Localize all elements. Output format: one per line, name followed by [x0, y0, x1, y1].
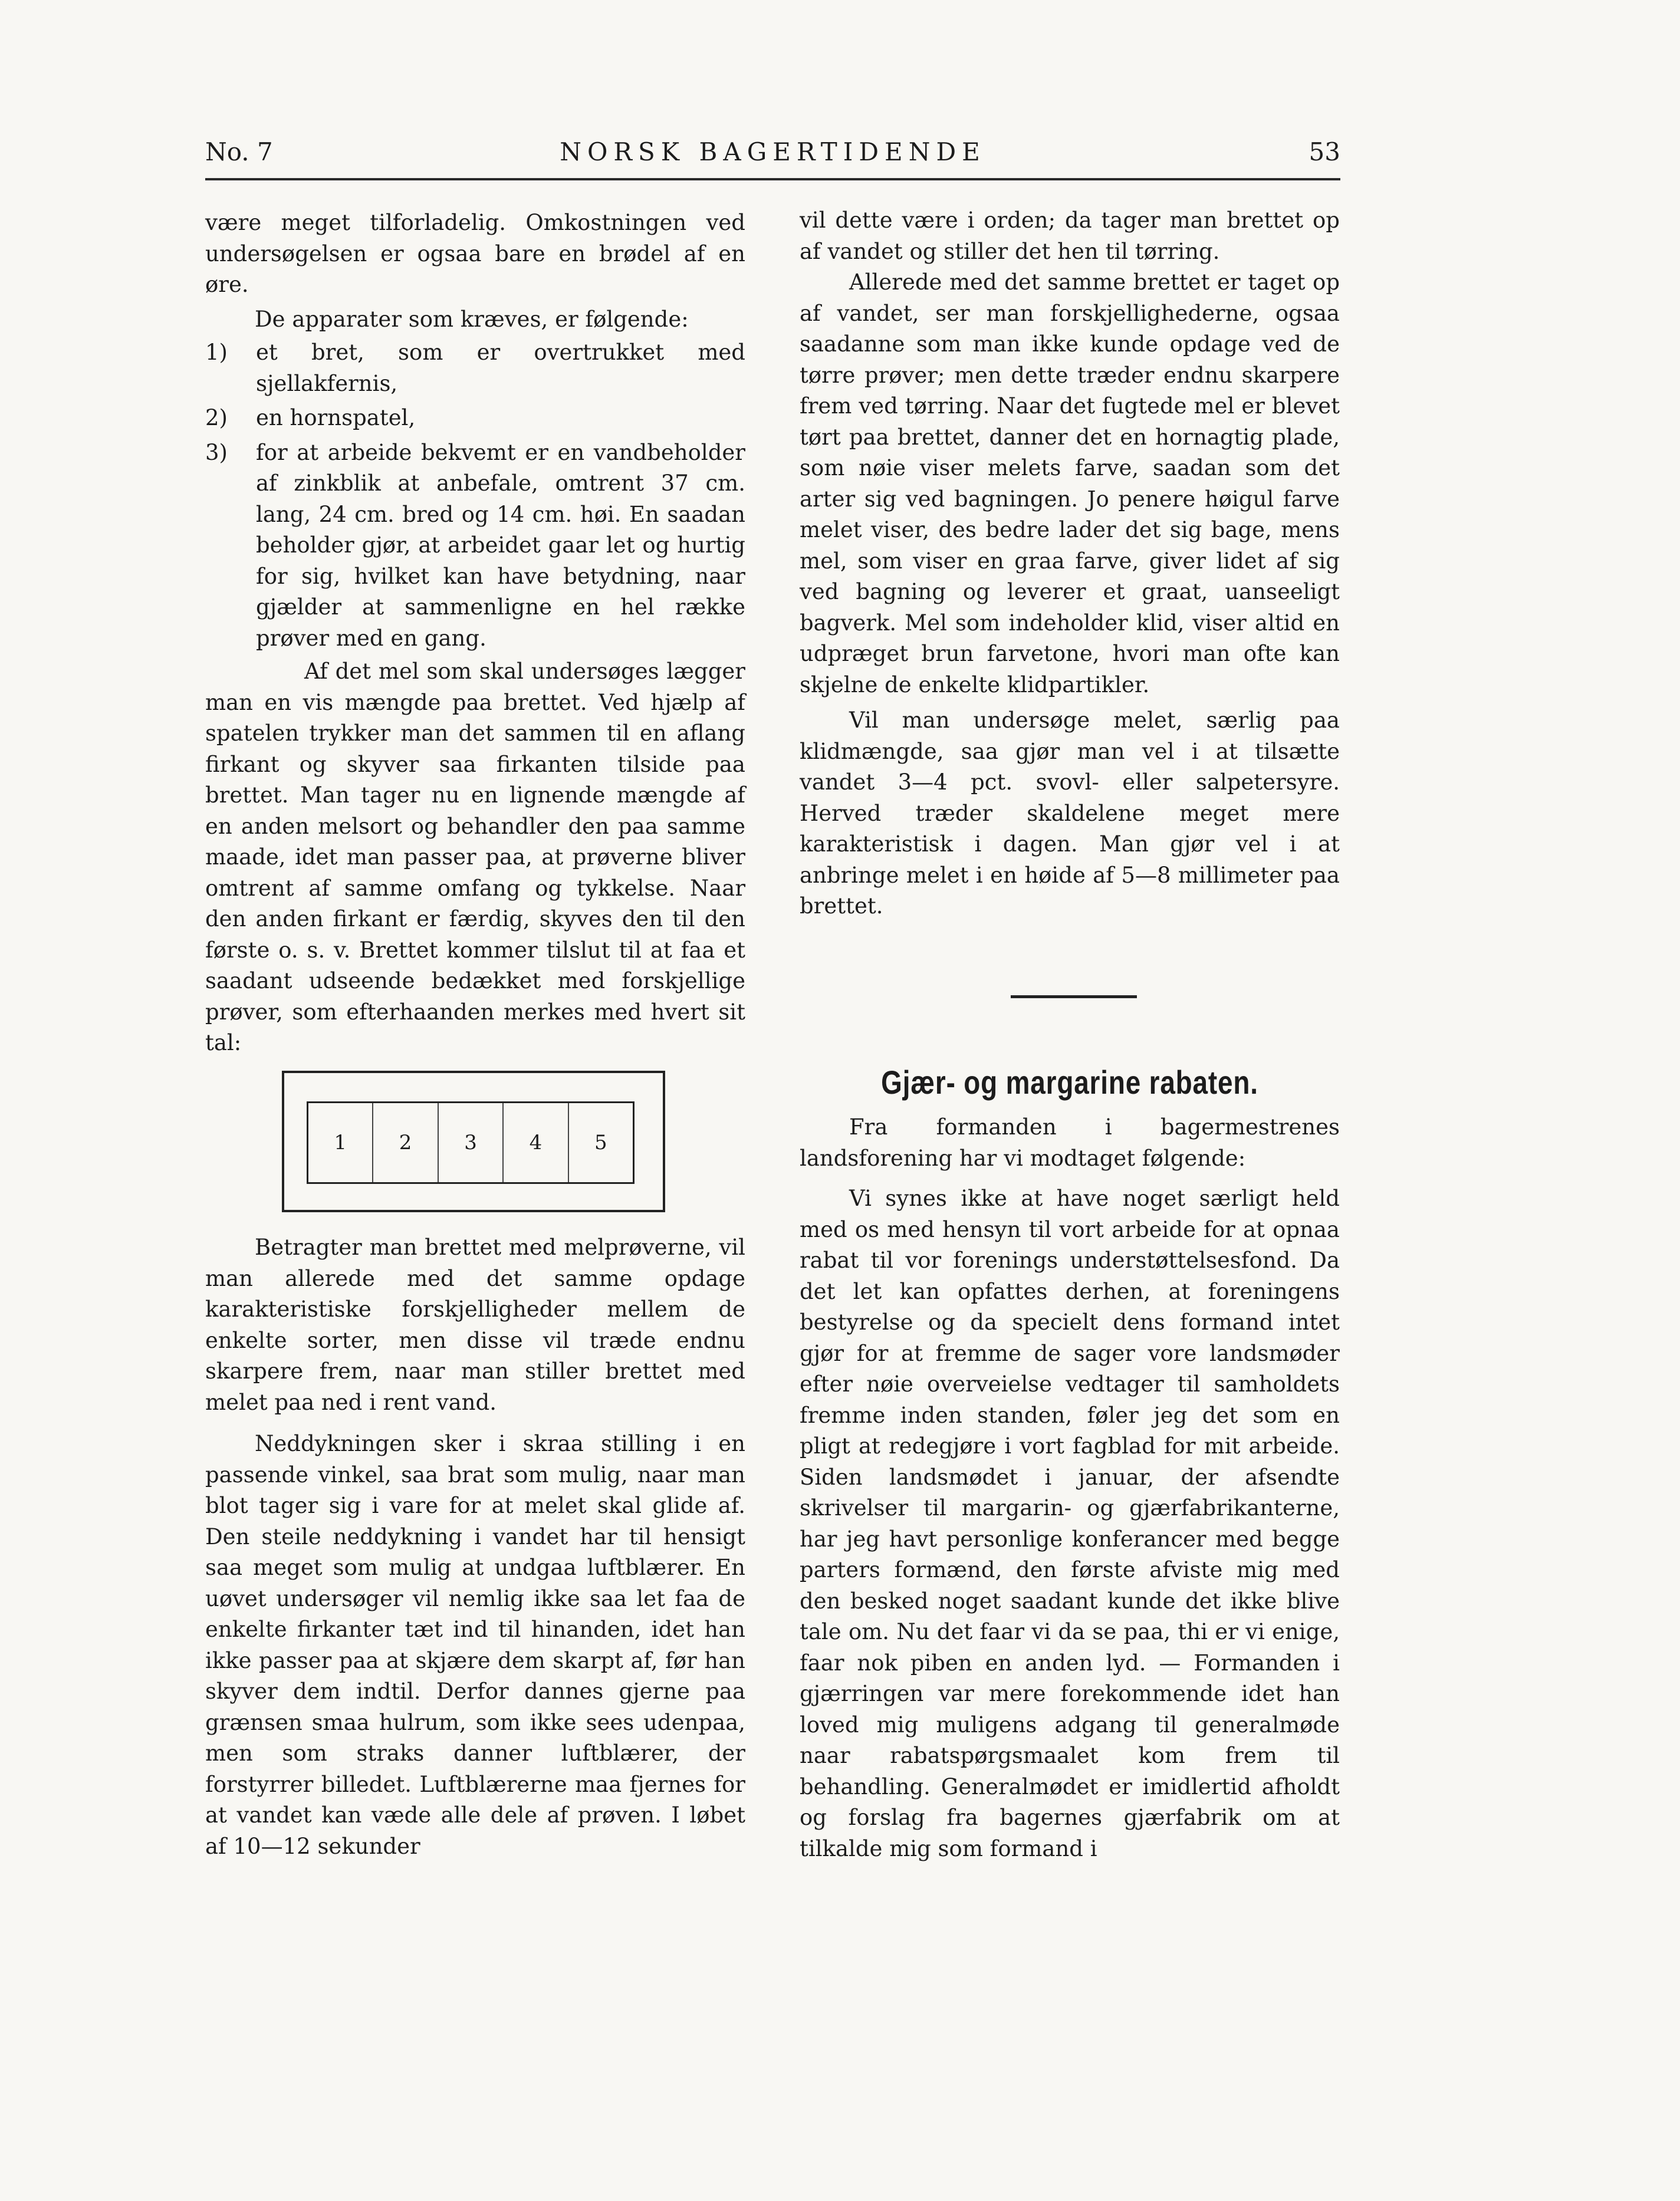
procedure-paragraph: Af det mel som skal undersøges lægger man en vis mængde paa brettet. Ved hjælp af spatelen trykker man det sammen til en aflang firkant og skyver saa firkanten tilside paa brettet. Man tager nu en lignende mængde af en anden melsort og behandler den paa samme maade, idet man passer paa, at prøverne bliver omtrent af samme omfang og tykkelse. Naar den anden firkant er færdig, skyves den til den første o. s. v. Brettet kommer tilslut til at faa et saadant udseende bedækket med forskjellige prøver, som efterhaanden merkes med hvert sit tal:: [205, 659, 745, 1055]
apparatus-item-number: 2): [205, 405, 228, 430]
continuation-paragraph: vil dette være i orden; da tager man brettet op af vandet og stiller det hen til tørring.: [800, 208, 1340, 264]
sample-cell-1: 1: [308, 1103, 373, 1182]
sample-board-figure: [282, 1071, 665, 1212]
intro-line-1: være meget tilforladelig. Omkostningen ved: [205, 210, 745, 235]
differences-paragraph: Allerede med det samme brettet er taget op af vandet, ser man forskjellighederne, ogsaa saadanne som man ikke kunde opdage ved de tørre prøver; men dette træder endnu skarpere frem ved tørring. Naar det fugtede mel er blevet tørt paa brettet, danner det en hornagtig plade, som nøie viser melets farve, saadan som det arter sig ved bagningen. Jo penere høigul farve melet viser, des bedre lader det sig bage, mens mel, som viser en graa farve, giver lidet af sig ved bagning og leverer et graat, uanseeligt bagverk. Mel som indeholder klid, viser altid en udpræget brun farvetone, hvori man ofte kan skjelne de enkelte klidpartikler.: [800, 269, 1340, 698]
apparatus-intro: De apparater som kræves, er følgende:: [255, 306, 689, 332]
apparatus-item-1: [205, 337, 745, 399]
sample-cell-5: 5: [594, 1131, 607, 1154]
sample-cell-4: 4: [504, 1103, 568, 1182]
article-column: [800, 1112, 1340, 1864]
article-body: Vi synes ikke at have noget særligt held med os med hensyn til vort arbeide for at opnaa rabat til vor forenings understøttelsesfond. Da det let kan opfattes derhen, at foreningens bestyrelse og da specielt dens formand intet gjør for at fremme de sager vore landsmøder efter nøie overveielse vedtager til samholdets fremme inden standen, føler jeg det som en pligt at redegjøre i vort fagblad for mit arbeide. Siden landsmødet i januar, der afsendte skrivelser til margarin- og gjærfabrikanterne, har jeg havt personlige konferancer med begge parters formænd, den første afviste mig med den besked noget saadant kunde det ikke blive tale om. Nu det faar vi da se paa, thi er vi enige, faar nok piben en anden lyd. — Formanden i gjærringen var mere forekommende idet han loved mig muligens adgang til generalmøde naar rabatspørgsmaalet kom frem til behandling. Generalmødet er imidlertid afholdt og forslag fra bagernes gjærfabrik om at tilkalde mig som formand i: [800, 1186, 1340, 1861]
left-column-lower: [205, 1232, 745, 1862]
intro-line-2: undersøgelsen er ogsaa bare en brødel af en øre.: [205, 241, 745, 297]
header-rule: [205, 178, 1340, 180]
section-divider: [1011, 995, 1137, 998]
sample-cell-3: 3: [439, 1103, 504, 1182]
issue-number: No. 7: [205, 137, 273, 166]
left-column: [205, 208, 745, 1059]
page-number: 53: [1309, 137, 1340, 166]
apparatus-item-2: [205, 403, 745, 434]
sample-cell-2: 2: [373, 1103, 438, 1182]
page-header: [205, 134, 1340, 170]
apparatus-item-number: 3): [205, 439, 228, 465]
right-column: [800, 205, 1340, 922]
observe-paragraph: Betragter man brettet med melprøverne, vil man allerede med det samme opdage karakteristiske forskjelligheder mellem de enkelte sorter, men disse vil træde endnu skarpere frem, naar man stiller brettet med melet paa ned i rent vand.: [205, 1235, 745, 1415]
apparatus-item-text: en hornspatel,: [256, 405, 416, 430]
apparatus-item-number: 1): [205, 340, 228, 365]
apparatus-item-text: et bret, som er overtrukket med sjellakfernis,: [256, 340, 745, 396]
board-inner-frame: [307, 1101, 634, 1184]
article-title: Gjær- og margarine rabaten.: [881, 1064, 1258, 1101]
immersion-paragraph: Neddykningen sker i skraa stilling i en passende vinkel, saa brat som mulig, naar man blot tager sig i vare for at melet skal glide af. Den steile neddykning i vandet har til hensigt saa meget som mulig at undgaa luftblærer. En uøvet undersøger vil nemlig ikke saa let faa de enkelte firkanter tæt ind til hinanden, idet han ikke passer paa at skjære dem skarpt af, før han skyver dem indtil. Derfor dannes gjerne paa grænsen smaa hulrum, som ikke sees udenpaa, men som straks danner luftblærer, der forstyrrer billedet. Luftblærerne maa fjernes for at vandet kan væde alle dele af prøven. I løbet af 10—12 sekunder: [205, 1431, 745, 1859]
acid-paragraph: Vil man undersøge melet, særlig paa klidmængde, saa gjør man vel i at tilsætte vandet 3—4 pct. svovl- eller salpetersyre. Herved træder skaldelene meget mere karakteristisk i dagen. Man gjør vel i at anbringe melet i en høide af 5—8 millimeter paa brettet.: [800, 708, 1340, 919]
apparatus-item-3: [205, 437, 745, 654]
journal-title: NORSK BAGERTIDENDE: [560, 137, 986, 166]
article-intro: Fra formanden i bagermestrenes landsforening har vi modtaget følgende:: [800, 1114, 1340, 1171]
apparatus-item-text: for at arbeide bekvemt er en vandbeholder af zinkblik at anbefale, omtrent 37 cm. lang, 24 cm. bred og 14 cm. høi. En saadan beholder gjør, at arbeidet gaar let og hurtig for sig, hvilket kan have betydning, naar gjælder at sammenligne en hel række prøver med en gang.: [256, 439, 745, 651]
